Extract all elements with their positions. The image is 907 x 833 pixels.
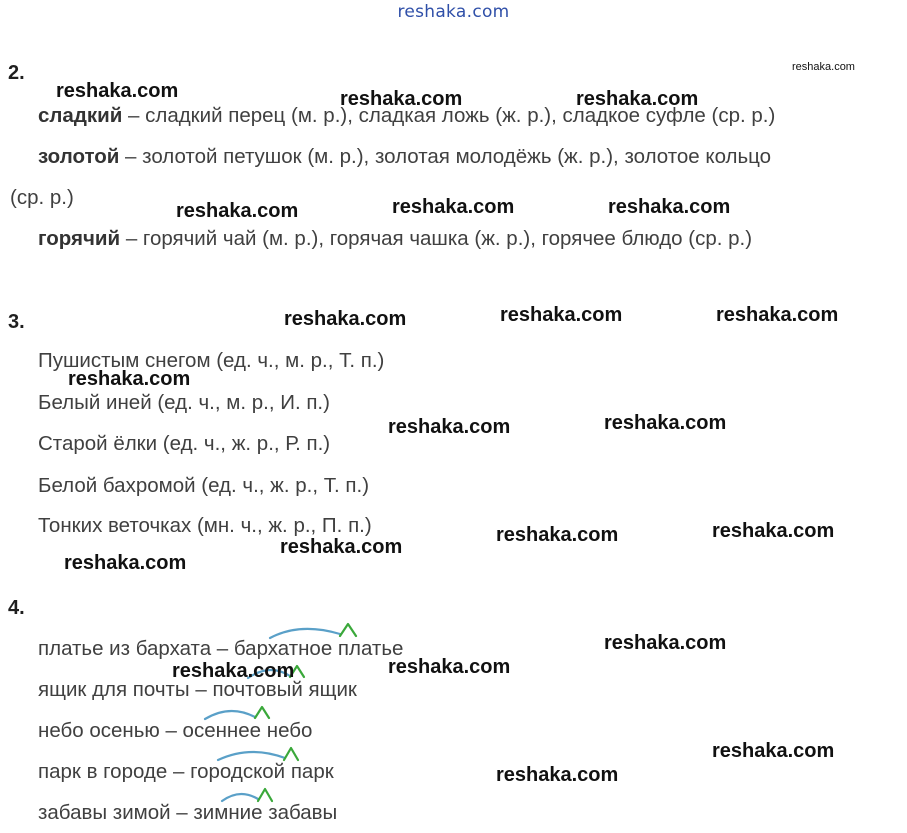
root-arc	[205, 711, 255, 719]
watermark: reshaka.com	[712, 520, 835, 542]
watermark: reshaka.com	[176, 200, 299, 222]
key-word: сладкий	[38, 104, 123, 127]
watermark: reshaka.com	[604, 412, 727, 434]
line-text: – горячий чай (м. р.), горячая чашка (ж. р.), горячее блюдо (ср. р.)	[120, 227, 753, 250]
watermark: reshaka.com	[64, 552, 187, 574]
key-word: золотой	[38, 145, 120, 168]
suffix-mark	[284, 748, 298, 760]
watermark: reshaka.com	[68, 368, 191, 390]
section-3-line: Белый иней (ед. ч., м. р., И. п.)	[38, 391, 330, 414]
watermark: reshaka.com	[280, 536, 403, 558]
section-2-number: 2.	[8, 62, 25, 84]
watermark: reshaka.com	[56, 80, 179, 102]
watermark: reshaka.com	[604, 632, 727, 654]
watermark: reshaka.com	[388, 416, 511, 438]
suffix-mark	[340, 624, 356, 636]
section-4-line: небо осенью – осеннее небо	[38, 719, 313, 742]
watermark: reshaka.com	[496, 764, 619, 786]
watermark: reshaka.com	[340, 88, 463, 110]
root-arc	[222, 794, 258, 801]
section-3-line: Старой ёлки (ед. ч., ж. р., Р. п.)	[38, 432, 331, 455]
root-arc	[218, 752, 285, 760]
section-3-line: Пушистым снегом (ед. ч., м. р., Т. п.)	[38, 349, 385, 372]
section-4-line: ящик для почты – почтовый ящик	[38, 678, 357, 701]
suffix-mark	[255, 707, 269, 718]
site-header-link[interactable]: reshaka.com	[397, 2, 510, 22]
key-word: горячий	[38, 227, 121, 250]
section-2-line	[38, 227, 752, 251]
suffix-mark	[258, 789, 272, 801]
section-4-line: забавы зимой – зимние забавы	[38, 801, 338, 824]
watermark: reshaka.com	[608, 196, 731, 218]
watermark-small: reshaka.com	[792, 61, 855, 73]
section-3-line: Белой бахромой (ед. ч., ж. р., Т. п.)	[38, 474, 370, 497]
watermark: reshaka.com	[500, 304, 623, 326]
watermark: reshaka.com	[388, 656, 511, 678]
line-text: – сладкий перец (м. р.), сладкая ложь (ж. р.), сладкое суфле (ср. р.)	[122, 104, 776, 127]
watermark: reshaka.com	[284, 308, 407, 330]
section-4-line: парк в городе – городской парк	[38, 760, 334, 783]
line-text: – золотой петушок (м. р.), золотая молодёжь (ж. р.), золотое кольцо	[119, 145, 772, 168]
section-3-line: Тонких веточках (мн. ч., ж. р., П. п.)	[38, 514, 372, 537]
watermark: reshaka.com	[172, 660, 295, 682]
watermark: reshaka.com	[496, 524, 619, 546]
section-4-number: 4.	[8, 597, 25, 619]
section-2-line	[10, 186, 74, 210]
watermark: reshaka.com	[576, 88, 699, 110]
line-text: (ср. р.)	[10, 186, 74, 209]
section-3-number: 3.	[8, 311, 25, 333]
section-4-line: платье из бархата – бархатное платье	[38, 637, 404, 660]
section-2-line	[38, 145, 771, 169]
watermark: reshaka.com	[712, 740, 835, 762]
watermark: reshaka.com	[392, 196, 515, 218]
watermark: reshaka.com	[716, 304, 839, 326]
